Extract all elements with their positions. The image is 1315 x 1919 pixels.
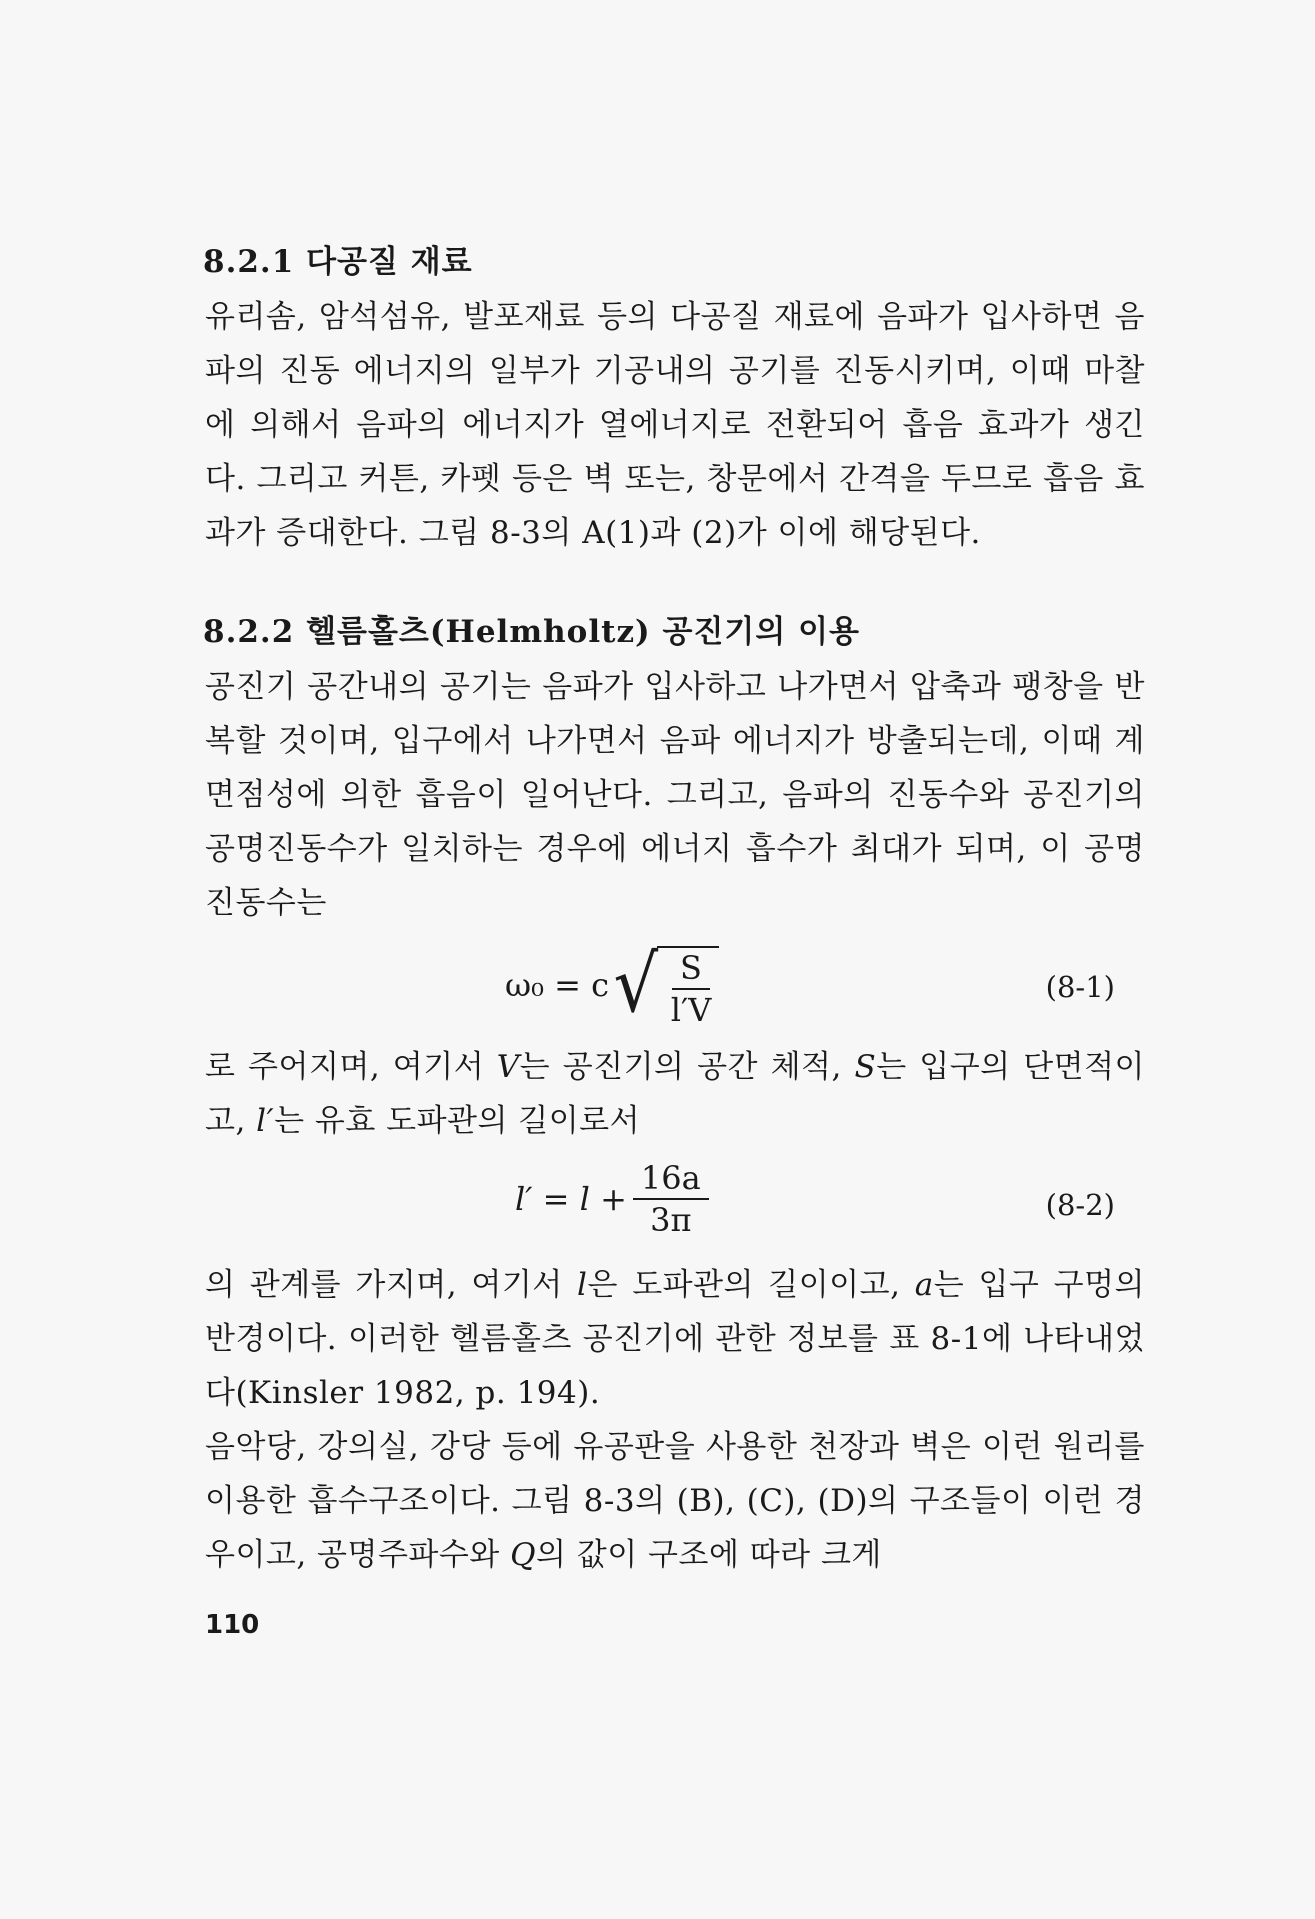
equation-8-2-expression bbox=[515, 1158, 709, 1240]
equation-8-2-denominator: 3π bbox=[650, 1201, 692, 1239]
equation-8-2 bbox=[205, 1148, 1145, 1258]
equation-8-2-numerator: 16a bbox=[633, 1158, 709, 1200]
text-run: 는 입구의 단면적이고, bbox=[205, 1049, 1145, 1139]
equation-8-1-numerator: S bbox=[672, 948, 710, 990]
equation-8-1-lhs: ω₀ = c bbox=[505, 966, 609, 1004]
symbol-l: l bbox=[577, 1267, 588, 1303]
equation-8-1-number: (8-1) bbox=[1045, 970, 1115, 1004]
equation-8-1-denominator: l′V bbox=[670, 991, 712, 1029]
text-run: 로 주어지며, 여기서 bbox=[205, 1049, 497, 1085]
paragraph-after-eq2 bbox=[205, 1258, 1145, 1420]
equation-8-1 bbox=[205, 930, 1145, 1040]
text-run: 의 관계를 가지며, 여기서 bbox=[205, 1267, 578, 1303]
equation-8-1-fraction bbox=[663, 948, 720, 1030]
paragraph-porous-materials: 유리솜, 암석섬유, 발포재료 등의 다공질 재료에 음파가 입사하면 음파의 진동 에너지의 일부가 기공내의 공기를 진동시키며, 이때 마찰에 의해서 음파의 에너지가 열에너지로 전환되어 흡음 효과가 생긴다. 그리고 커튼, 카펫 등은 벽 또는, 창문에서 간격을 두므로 흡음 효과가 증대한다. 그림 8-3의 A(1)과 (2)가 이에 해당된다. bbox=[205, 299, 1145, 551]
section-heading-8-2-2: 8.2.2 헬름홀츠(Helmholtz) 공진기의 이용 bbox=[203, 614, 860, 650]
symbol-s: S bbox=[854, 1049, 877, 1085]
equation-8-2-number: (8-2) bbox=[1045, 1188, 1115, 1222]
symbol-q: Q bbox=[510, 1537, 536, 1573]
paragraph-helmholtz-resonator: 공진기 공간내의 공기는 음파가 입사하고 나가면서 압축과 팽창을 반복할 것이며, 입구에서 나가면서 음파 에너지가 방출되는데, 이때 계면점성에 의한 흡음이 일어난다. 그리고, 음파의 진동수와 공진기의 공명진동수가 일치하는 경우에 에너지 흡수가 최대가 되며, 이 공명진동수는 bbox=[205, 669, 1145, 921]
text-run: 는 입구 구멍의 반경이다. 이러한 헬름홀츠 공진기에 관한 정보를 표 8-1에 나타내었다(Kinsler 1982, p. 194). bbox=[205, 1267, 1145, 1411]
equation-8-2-lhs: l′ = l + bbox=[515, 1180, 627, 1218]
symbol-v: V bbox=[496, 1049, 520, 1085]
text-run: 은 도파관의 길이이고, bbox=[587, 1267, 915, 1303]
page-number: 110 bbox=[205, 1610, 260, 1640]
text-run: 음악당, 강의실, 강당 등에 유공판을 사용한 천장과 벽은 이런 원리를 이용한 흡수구조이다. 그림 8-3의 (B), (C), (D)의 구조들이 이런 경우이고, 공명주파수와 bbox=[205, 1429, 1145, 1573]
text-run: 의 값이 구조에 따라 크게 bbox=[536, 1537, 882, 1573]
symbol-a: a bbox=[914, 1267, 934, 1303]
paragraph-after-eq1 bbox=[205, 1040, 1145, 1148]
text-run: 는 유효 도파관의 길이로서 bbox=[274, 1103, 641, 1139]
paragraph-perforated-panels bbox=[205, 1420, 1145, 1582]
page-body bbox=[205, 240, 1145, 1582]
equation-8-2-fraction bbox=[633, 1158, 709, 1240]
text-run: 는 공진기의 공간 체적, bbox=[519, 1049, 855, 1085]
symbol-l-prime: l′ bbox=[256, 1103, 275, 1139]
section-heading-8-2-1: 8.2.1 다공질 재료 bbox=[203, 244, 473, 280]
square-root-icon: √ $\frac{S}{l'V}$ bbox=[609, 940, 719, 1030]
equation-8-1-expression bbox=[505, 940, 719, 1030]
section-gap bbox=[205, 560, 1145, 610]
